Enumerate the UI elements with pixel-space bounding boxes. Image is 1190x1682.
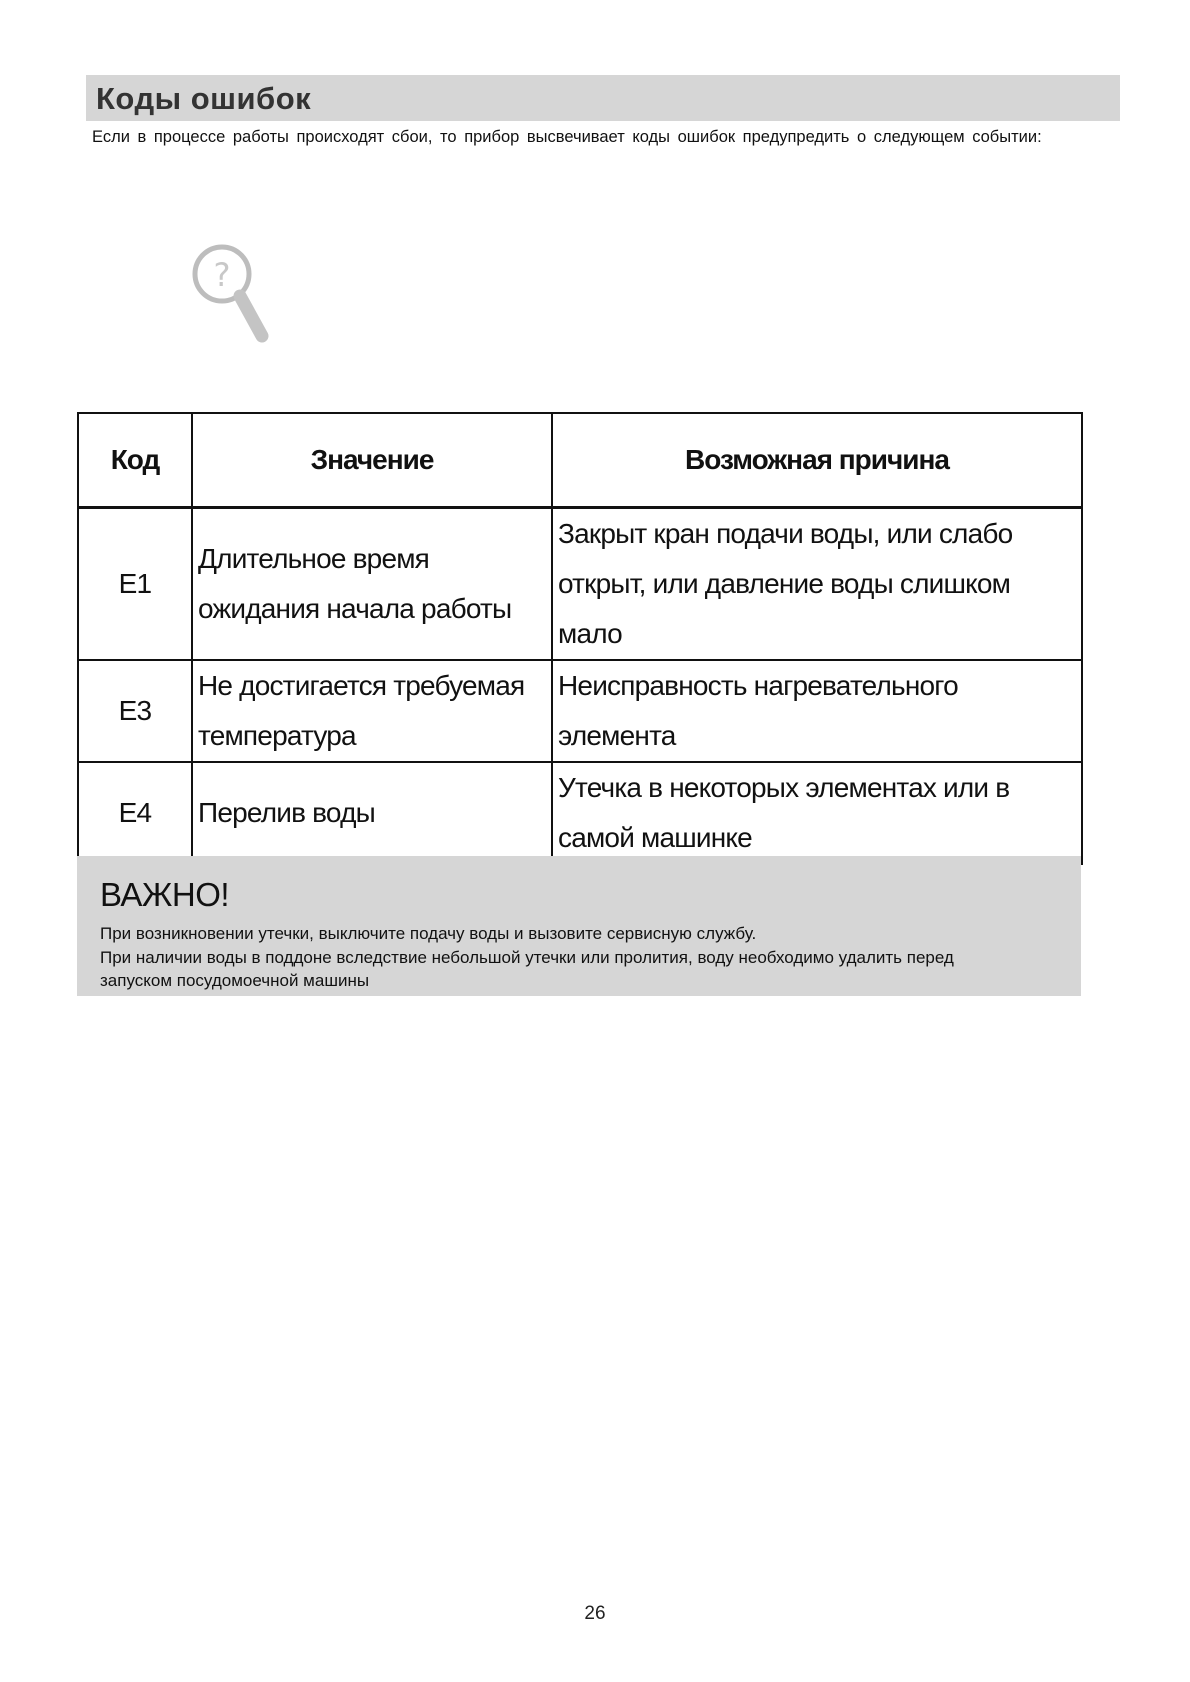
important-line-2: При наличии воды в поддоне вследствие небольшой утечки или пролития, воду необходимо удалить перед bbox=[100, 948, 954, 967]
error-code: E4 bbox=[78, 762, 192, 864]
error-meaning: Не достигается требуемая температура bbox=[192, 660, 552, 762]
error-code: E3 bbox=[78, 660, 192, 762]
error-cause: Закрыт кран подачи воды, или слабо открыт, или давление воды слишком мало bbox=[552, 508, 1082, 661]
magnifier-question-icon bbox=[190, 242, 280, 352]
table-row bbox=[78, 508, 1082, 661]
page-title: Коды ошибок bbox=[96, 81, 312, 116]
error-cause: Неисправность нагревательного элемента bbox=[552, 660, 1082, 762]
important-line-1: При возникновении утечки, выключите подачу воды и вызовите сервисную службу. bbox=[100, 924, 757, 943]
question-glyph: ? bbox=[213, 256, 231, 294]
important-notice bbox=[77, 856, 1081, 996]
table-header-row bbox=[78, 413, 1082, 508]
intro-text: Если в процессе работы происходят сбои, то прибор высвечивает коды ошибок предупредить о следующем событии: bbox=[92, 128, 1042, 146]
error-meaning: Перелив воды bbox=[192, 762, 552, 864]
important-line-3: запуском посудомоечной машины bbox=[100, 971, 370, 990]
header-cause: Возможная причина bbox=[552, 413, 1082, 508]
header-meaning: Значение bbox=[192, 413, 552, 508]
error-codes-table bbox=[77, 412, 1083, 865]
error-cause: Утечка в некоторых элементах или в самой машинке bbox=[552, 762, 1082, 864]
header-code: Код bbox=[78, 413, 192, 508]
error-code: E1 bbox=[78, 508, 192, 661]
table-row bbox=[78, 660, 1082, 762]
section-title-bar bbox=[86, 75, 1120, 121]
table-row bbox=[78, 762, 1082, 864]
page-number: 26 bbox=[584, 1603, 606, 1624]
important-title: ВАЖНО! bbox=[100, 876, 230, 913]
error-meaning: Длительное время ожидания начала работы bbox=[192, 508, 552, 661]
